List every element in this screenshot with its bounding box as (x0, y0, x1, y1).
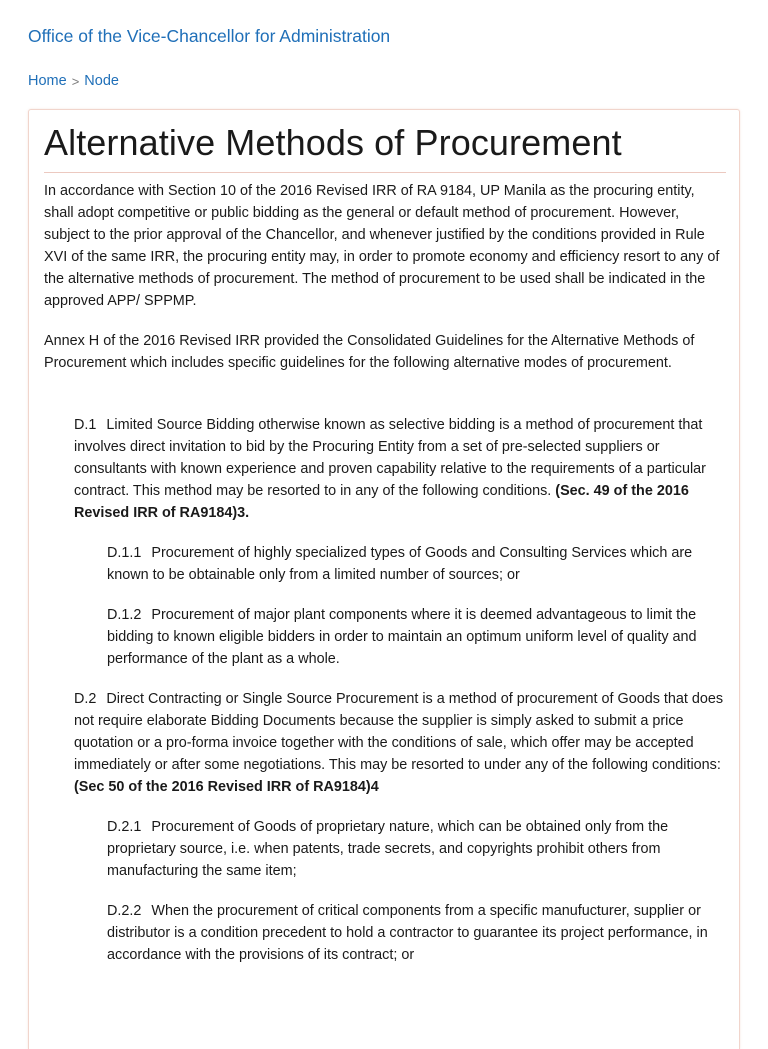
item-d1-number: D.1 (74, 417, 97, 433)
item-d1-citation: (Sec. 49 of the 2016 Revised IRR of RA9184)3. (74, 483, 689, 521)
breadcrumb-separator-icon: > (71, 73, 80, 89)
title-divider (44, 172, 726, 173)
item-d2-1-number: D.2.1 (107, 819, 142, 835)
item-d2-2-number: D.2.2 (107, 903, 142, 919)
item-d1-2-text: Procurement of major plant components where it is deemed advantageous to limit the bidding to known eligible bidders in order to maintain an optimum uniform level of quality and performance of the plant as a whole. (107, 607, 697, 667)
item-d2-text: Direct Contracting or Single Source Procurement is a method of procurement of Goods that does not require elaborate Bidding Documents because the supplier is simply asked to submit a price quotation or a pro-forma invoice together with the conditions of sale, which offer may be accepted immediately or after some negotiations. This may be resorted to under any of the following conditions: (74, 691, 724, 773)
item-d2-1 (107, 816, 727, 882)
annex-paragraph: Annex H of the 2016 Revised IRR provided the Consolidated Guidelines for the Alternative Methods of Procurement which includes specific guidelines for the following alternative modes of procurement. (44, 333, 695, 371)
item-d1-2 (107, 604, 727, 670)
item-d1 (74, 414, 726, 524)
breadcrumb-home-link[interactable]: Home (28, 73, 67, 89)
item-d1-text: Limited Source Bidding otherwise known as selective bidding is a method of procurement that involves direct invitation to bid by the Procuring Entity from a set of pre-selected suppliers or consultants with known experience and proven capability relative to the requirements of a particular contract. This method may be resorted to in any of the following conditions. (74, 417, 706, 499)
item-d2-citation: (Sec 50 of the 2016 Revised IRR of RA9184)4 (74, 779, 379, 795)
page-title: Alternative Methods of Procurement (44, 122, 622, 163)
item-d2-number: D.2 (74, 691, 97, 707)
item-d1-1 (107, 542, 727, 586)
item-d2-2-text: When the procurement of critical components from a specific manufucturer, supplier or distributor is a condition precedent to hold a contractor to guarantee its project performance, in accordance with the provisions of its contract; or (107, 903, 708, 963)
breadcrumb (28, 73, 119, 89)
item-d1-1-text: Procurement of highly specialized types of Goods and Consulting Services which are known to be obtainable only from a limited number of sources; or (107, 545, 693, 583)
breadcrumb-node-link[interactable]: Node (84, 73, 119, 89)
item-d2-1-text: Procurement of Goods of proprietary nature, which can be obtained only from the proprietary source, i.e. when patents, trade secrets, and copyrights prohibit others from manufacturing the same item; (107, 819, 669, 879)
site-title-link[interactable]: Office of the Vice-Chancellor for Administration (28, 26, 391, 46)
item-d1-1-number: D.1.1 (107, 545, 142, 561)
item-d2-2 (107, 900, 727, 966)
intro-paragraph: In accordance with Section 10 of the 2016 Revised IRR of RA 9184, UP Manila as the procuring entity, shall adopt competitive or public bidding as the general or default method of procurement. However, subject to the prior approval of the Chancellor, and whenever justified by the conditions provided in Rule XVI of the same IRR, the procuring entity may, in order to promote economy and efficiency resort to any of the alternative methods of procurement. The method of procurement to be used shall be indicated in the approved APP/ SPPMP. (44, 183, 720, 309)
item-d2 (74, 688, 728, 798)
item-d1-2-number: D.1.2 (107, 607, 142, 623)
